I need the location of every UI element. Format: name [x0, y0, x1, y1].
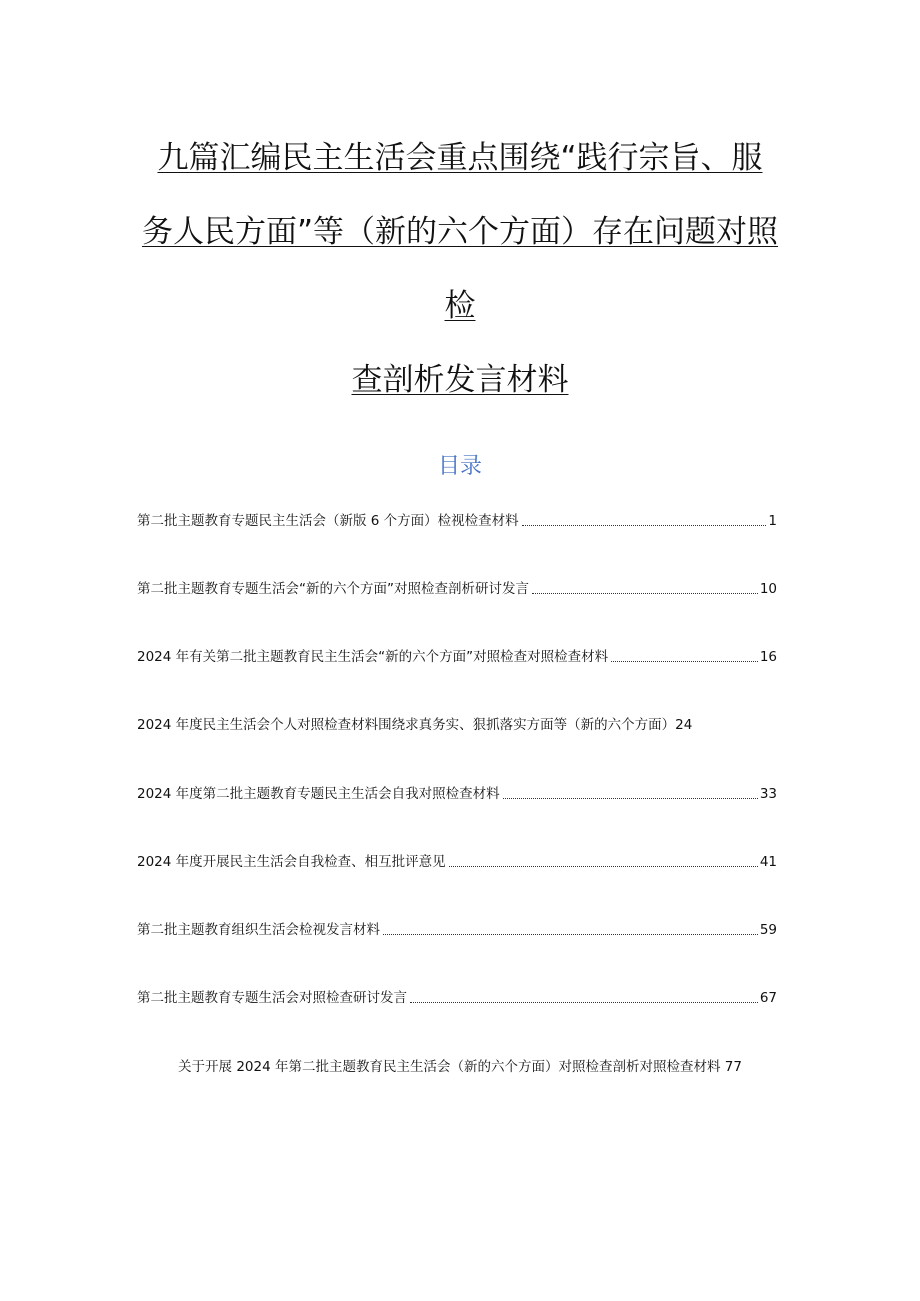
toc-entry-title: 第二批主题教育组织生活会检视发言材料	[137, 922, 380, 938]
toc-entry-page: 1	[768, 513, 777, 529]
toc-leader-dots	[611, 661, 758, 662]
toc-entry-title: 2024 年有关第二批主题教育民主生活会“新的六个方面”对照检查对照检查材料	[137, 649, 609, 665]
toc-entry[interactable]	[137, 851, 777, 873]
toc-entry[interactable]	[137, 510, 777, 532]
toc-entry[interactable]	[137, 646, 777, 668]
toc-entry[interactable]	[137, 783, 777, 805]
document-title-line-4: 查剖析发言材料	[351, 362, 569, 398]
toc-entry-title: 2024 年度民主生活会个人对照检查材料围绕求真务实、狠抓落实方面等（新的六个方面）24	[137, 717, 693, 733]
toc-heading: 目录	[437, 454, 482, 479]
toc-entry-title: 2024 年度第二批主题教育专题民主生活会自我对照检查材料	[137, 786, 500, 802]
toc-leader-dots	[522, 525, 767, 526]
toc-leader-dots	[449, 866, 758, 867]
toc-leader-dots	[383, 934, 758, 935]
document-title-line-3: 检	[444, 288, 476, 324]
toc-entry[interactable]	[137, 714, 777, 736]
toc-leader-dots	[532, 593, 758, 594]
toc-leader-dots	[410, 1002, 758, 1003]
toc-entry-last[interactable]: 关于开展 2024 年第二批主题教育民主生活会（新的六个方面）对照检查剖析对照检查材料 77	[178, 1059, 742, 1075]
toc-entry[interactable]	[137, 987, 777, 1009]
toc-entry-page: 41	[759, 854, 777, 870]
document-title-line-2: 务人民方面”等（新的六个方面）存在问题对照	[141, 214, 779, 250]
toc-entry-title: 第二批主题教育专题民主生活会（新版 6 个方面）检视检查材料	[137, 513, 519, 529]
toc-entry-page: 16	[759, 649, 777, 665]
toc-entry[interactable]	[137, 919, 777, 941]
toc-entry-title: 第二批主题教育专题生活会“新的六个方面”对照检查剖析研讨发言	[137, 581, 529, 597]
toc-leader-dots	[503, 798, 758, 799]
toc-entry-title: 第二批主题教育专题生活会对照检查研讨发言	[137, 990, 407, 1006]
toc-entry-title: 2024 年度开展民主生活会自我检查、相互批评意见	[137, 854, 446, 870]
toc-entry-page: 10	[759, 581, 777, 597]
toc-entry[interactable]	[137, 578, 777, 600]
toc-entry-page: 33	[759, 786, 777, 802]
toc-entry-page: 67	[759, 990, 777, 1006]
document-title-line-1: 九篇汇编民主生活会重点围绕“践行宗旨、服	[157, 140, 763, 176]
toc-entry-page: 59	[759, 922, 777, 938]
